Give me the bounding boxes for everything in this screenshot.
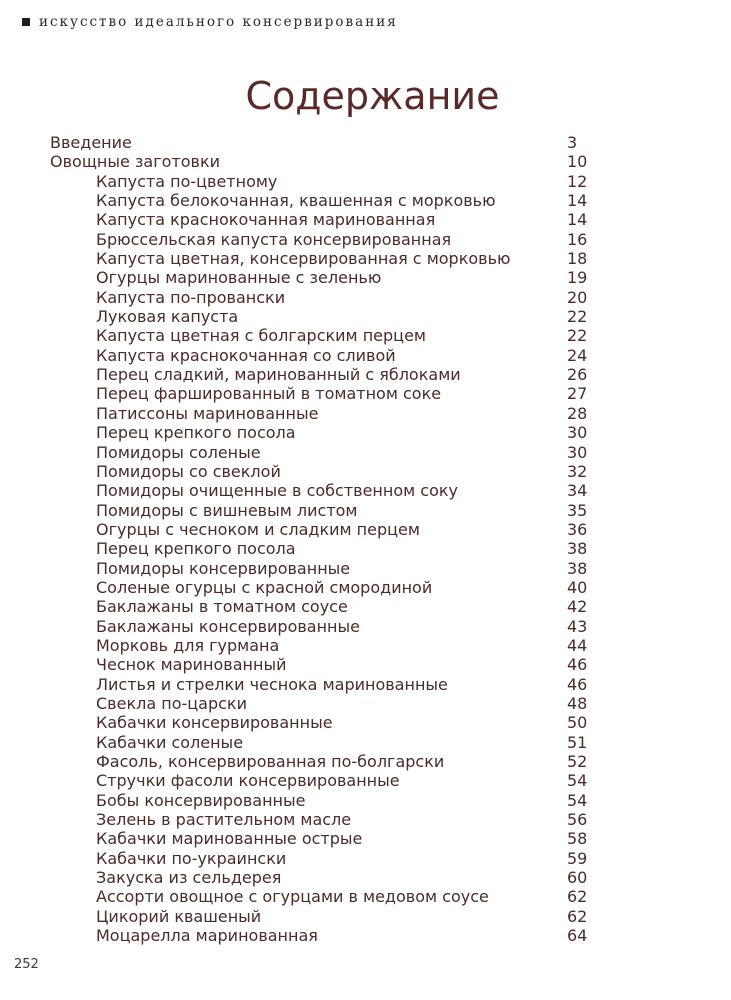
- toc-entry-page: 43: [567, 616, 588, 636]
- toc-entry-title: Помидоры очищенные в собственном соку: [96, 481, 458, 501]
- toc-entry: [50, 230, 610, 249]
- toc-entry-page: 27: [567, 384, 588, 404]
- toc-entry-title: Моцарелла маринованная: [96, 926, 318, 946]
- toc-entry-title: Капуста цветная, консервированная с морковью: [96, 249, 511, 269]
- toc-entry-page: 19: [567, 268, 588, 288]
- toc-entry: [50, 559, 610, 578]
- toc-entry: [50, 733, 610, 752]
- toc-entry-title: Ассорти овощное с огурцами в медовом соусе: [96, 887, 489, 907]
- toc-entry-title: Введение: [50, 133, 132, 152]
- toc-entry-page: 20: [567, 287, 588, 307]
- toc-entry-title: Брюссельская капуста консервированная: [96, 229, 452, 249]
- toc-entry-title: Баклажаны консервированные: [96, 616, 360, 636]
- toc-entry-title: Цикорий квашеный: [96, 906, 262, 926]
- toc-entry: [50, 791, 610, 810]
- toc-entry: [50, 288, 610, 307]
- toc-entry-title: Овощные заготовки: [50, 152, 221, 172]
- toc-entry-title: Свекла по-царски: [96, 693, 247, 713]
- toc-entry-title: Капуста краснокочанная маринованная: [96, 210, 436, 230]
- toc-entry-title: Соленые огурцы с красной смородиной: [96, 577, 433, 597]
- toc-entry-page: 46: [567, 655, 588, 675]
- toc-entry-title: Помидоры со свеклой: [96, 461, 281, 481]
- toc-entry-page: 35: [567, 500, 588, 520]
- toc-entry: [50, 636, 610, 655]
- toc-entry-title: Капуста белокочанная, квашенная с морковью: [96, 191, 496, 211]
- toc-entry: [50, 617, 610, 636]
- toc-entry: [50, 210, 610, 229]
- toc-entry-title: Капуста по-провански: [96, 287, 286, 307]
- toc-entry: [50, 501, 610, 520]
- toc-entry: [50, 771, 610, 790]
- toc-entry: [50, 249, 610, 268]
- toc-entry: [50, 423, 610, 442]
- toc-entry-page: 52: [567, 752, 588, 771]
- toc-entry-title: Перец крепкого посола: [96, 423, 296, 443]
- toc-entry-page: 48: [567, 693, 588, 713]
- toc-entry-title: Закуска из сельдерея: [96, 868, 282, 888]
- toc-entry: [50, 675, 610, 694]
- toc-entry-title: Капуста цветная с болгарским перцем: [96, 326, 426, 346]
- toc-entry-page: 14: [567, 191, 588, 211]
- toc-entry-page: 10: [567, 152, 588, 172]
- toc-entry-page: 26: [567, 365, 588, 385]
- toc-entry: [50, 907, 610, 926]
- toc-entry-title: Зелень в растительном масле: [96, 810, 352, 830]
- toc-entry-page: 28: [567, 403, 588, 423]
- toc-entry: [50, 172, 610, 191]
- toc-entry-title: Патиссоны маринованные: [96, 403, 319, 423]
- toc-entry: [50, 926, 610, 945]
- toc-entry: [50, 597, 610, 616]
- toc-entry: [50, 191, 610, 210]
- toc-entry-title: Кабачки маринованные острые: [96, 829, 363, 849]
- toc-entry-page: 50: [567, 713, 588, 733]
- toc-entry-title: Огурцы маринованные с зеленью: [96, 268, 382, 288]
- square-bullet-icon: [22, 18, 30, 26]
- running-header-title: искусство идеального консервирования: [39, 14, 398, 30]
- toc-entry: [50, 133, 610, 152]
- toc-entry-title: Капуста краснокочанная со сливой: [96, 345, 396, 365]
- toc-entry-page: 62: [567, 906, 588, 926]
- toc-entry-page: 32: [567, 461, 588, 481]
- toc-entry-title: Перец фаршированный в томатном соке: [96, 384, 442, 404]
- toc-entry-page: 54: [567, 771, 588, 791]
- toc-entry-title: Чеснок маринованный: [96, 655, 287, 675]
- toc-entry-title: Листья и стрелки чеснока маринованные: [96, 674, 448, 694]
- toc-entry-page: 44: [567, 635, 588, 655]
- toc-entry-title: Кабачки консервированные: [96, 713, 333, 733]
- toc-entry-page: 54: [567, 790, 588, 810]
- toc-entry-page: 12: [567, 171, 588, 191]
- toc-entry-page: 30: [567, 423, 588, 443]
- toc-entry: [50, 326, 610, 345]
- toc-entry-title: Кабачки соленые: [96, 732, 244, 752]
- page-number: 252: [14, 957, 39, 972]
- toc-entry: [50, 307, 610, 326]
- toc-entry: [50, 713, 610, 732]
- toc-entry-page: 18: [567, 249, 588, 269]
- toc-entry-page: 38: [567, 558, 588, 578]
- toc-entry: [50, 694, 610, 713]
- toc-entry-page: 56: [567, 810, 588, 830]
- toc-entry-page: 34: [567, 481, 588, 501]
- toc-entry-page: 3: [567, 133, 578, 152]
- toc-entry: [50, 404, 610, 423]
- toc-entry-page: 30: [567, 442, 588, 462]
- toc-entry-title: Бобы консервированные: [96, 790, 306, 810]
- toc-entry: [50, 810, 610, 829]
- toc-entry-page: 42: [567, 597, 588, 617]
- toc-entry: [50, 578, 610, 597]
- toc-entry-title: Помидоры соленые: [96, 442, 261, 462]
- toc-entry: [50, 849, 610, 868]
- page-title: Содержание: [245, 74, 500, 118]
- toc-entry: [50, 462, 610, 481]
- toc-entry-page: 64: [567, 926, 588, 946]
- toc-entry: [50, 868, 610, 887]
- toc-entry: [50, 752, 610, 771]
- toc-entry: [50, 655, 610, 674]
- toc-entry-title: Баклажаны в томатном соусе: [96, 597, 348, 617]
- toc-entry-page: 59: [567, 848, 588, 868]
- toc-entry-title: Луковая капуста: [96, 307, 239, 327]
- toc-entry-title: Огурцы с чесноком и сладким перцем: [96, 519, 420, 539]
- toc-entry: [50, 443, 610, 462]
- toc-entry: [50, 346, 610, 365]
- toc-entry-page: 60: [567, 868, 588, 888]
- toc-entry: [50, 268, 610, 287]
- toc-entry-page: 40: [567, 577, 588, 597]
- toc-entry-page: 16: [567, 229, 588, 249]
- toc-entry-title: Кабачки по-украински: [96, 848, 287, 868]
- toc-entry-page: 24: [567, 345, 588, 365]
- toc-entry-page: 62: [567, 887, 588, 907]
- toc-entry: [50, 365, 610, 384]
- toc-entry: [50, 539, 610, 558]
- toc-entry-title: Фасоль, консервированная по-болгарски: [96, 752, 445, 771]
- toc-entry-page: 14: [567, 210, 588, 230]
- toc-entry-title: Перец сладкий, маринованный с яблоками: [96, 365, 461, 385]
- toc-entry: [50, 829, 610, 848]
- toc-entry-page: 36: [567, 519, 588, 539]
- toc-entry: [50, 152, 610, 171]
- table-of-contents: [50, 133, 610, 945]
- toc-entry-title: Стручки фасоли консервированные: [96, 771, 400, 791]
- toc-entry-page: 51: [567, 732, 588, 752]
- toc-entry-page: 58: [567, 829, 588, 849]
- toc-entry: [50, 520, 610, 539]
- toc-entry-title: Помидоры с вишневым листом: [96, 500, 358, 520]
- running-header: [22, 14, 398, 30]
- toc-entry-page: 22: [567, 326, 588, 346]
- toc-entry-page: 38: [567, 539, 588, 559]
- toc-entry-title: Перец крепкого посола: [96, 539, 296, 559]
- toc-entry-title: Морковь для гурмана: [96, 635, 280, 655]
- toc-entry-page: 22: [567, 307, 588, 327]
- toc-entry-page: 46: [567, 674, 588, 694]
- toc-entry: [50, 384, 610, 403]
- toc-entry: [50, 481, 610, 500]
- toc-entry-title: Помидоры консервированные: [96, 558, 351, 578]
- toc-entry-title: Капуста по-цветному: [96, 171, 278, 191]
- toc-entry: [50, 887, 610, 906]
